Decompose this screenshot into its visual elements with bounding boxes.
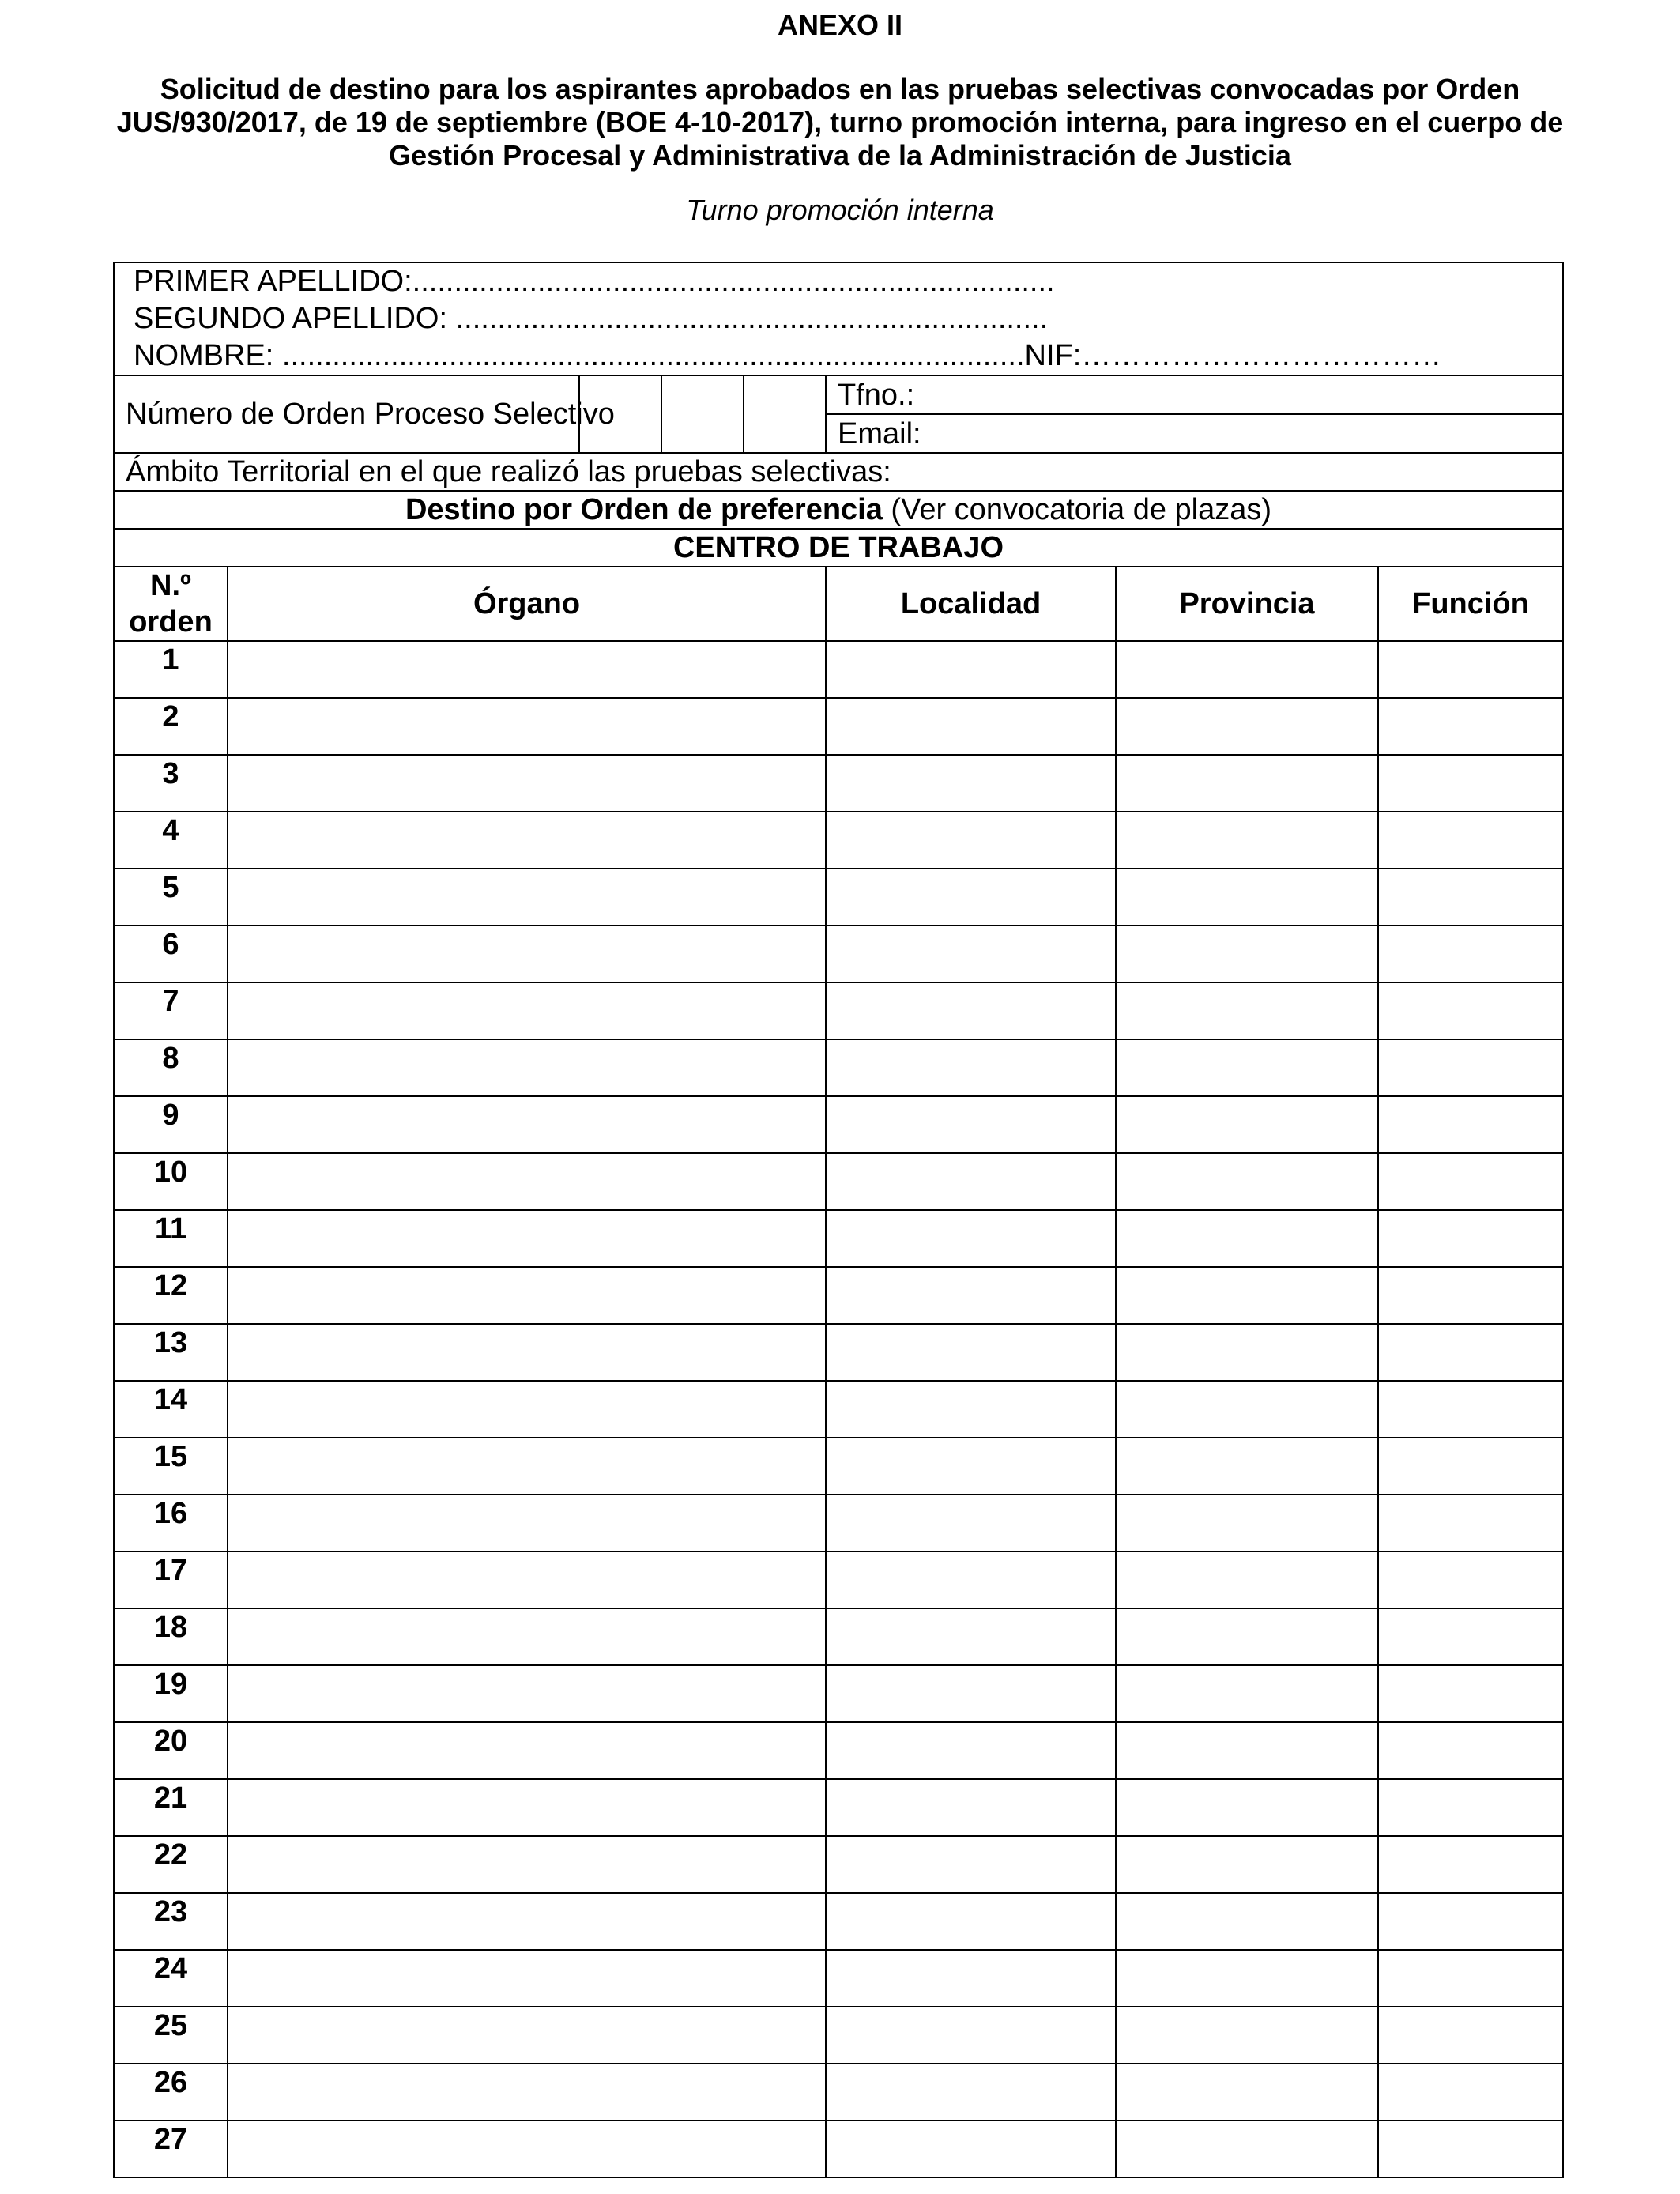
localidad-cell[interactable] (826, 2120, 1116, 2177)
localidad-cell[interactable] (826, 2064, 1116, 2120)
organo-cell[interactable] (228, 1893, 826, 1950)
row-number: 25 (114, 2007, 228, 2064)
organo-cell[interactable] (228, 1665, 826, 1722)
organo-cell[interactable] (228, 812, 826, 869)
column-header-num-orden: N.º orden (114, 567, 228, 641)
row-number: 10 (114, 1153, 228, 1210)
provincia-cell[interactable] (1116, 1324, 1378, 1381)
contact-section (826, 375, 1563, 453)
provincia-cell[interactable] (1116, 2064, 1378, 2120)
funcion-cell[interactable] (1378, 755, 1563, 812)
row-number: 26 (114, 2064, 228, 2120)
row-number: 14 (114, 1381, 228, 1438)
column-header-funcion: Función (1378, 567, 1563, 641)
localidad-cell[interactable] (826, 1836, 1116, 1893)
ambito-territorial-field[interactable]: Ámbito Territorial en el que realizó las pruebas selectivas: (114, 453, 1563, 491)
organo-cell[interactable] (228, 2120, 826, 2177)
row-number: 20 (114, 1722, 228, 1779)
funcion-cell[interactable] (1378, 1210, 1563, 1267)
column-header-provincia: Provincia (1116, 567, 1378, 641)
preference-rows (114, 641, 1563, 2177)
table-row (114, 1210, 1563, 1267)
table-row (114, 1267, 1563, 1324)
row-number: 27 (114, 2120, 228, 2177)
funcion-cell[interactable] (1378, 1438, 1563, 1495)
row-number: 13 (114, 1324, 228, 1381)
row-number: 24 (114, 1950, 228, 2007)
provincia-cell[interactable] (1116, 1381, 1378, 1438)
numero-orden-box-3[interactable] (744, 375, 826, 453)
table-row (114, 1096, 1563, 1153)
funcion-cell[interactable] (1378, 1039, 1563, 1096)
organo-cell[interactable] (228, 698, 826, 755)
provincia-cell[interactable] (1116, 1836, 1378, 1893)
organo-cell[interactable] (228, 1210, 826, 1267)
table-row (114, 1551, 1563, 1608)
table-row (114, 1893, 1563, 1950)
organo-cell[interactable] (228, 755, 826, 812)
personal-data-section (114, 262, 1563, 375)
table-row (114, 698, 1563, 755)
localidad-cell[interactable] (826, 812, 1116, 869)
row-number: 19 (114, 1665, 228, 1722)
funcion-cell[interactable] (1378, 925, 1563, 982)
tfno-field[interactable]: Tfno.: (838, 378, 915, 412)
organo-cell[interactable] (228, 869, 826, 925)
localidad-cell[interactable] (826, 1551, 1116, 1608)
row-number: 8 (114, 1039, 228, 1096)
table-row (114, 1153, 1563, 1210)
table-row (114, 1039, 1563, 1096)
localidad-cell[interactable] (826, 1495, 1116, 1551)
provincia-cell[interactable] (1116, 755, 1378, 812)
organo-cell[interactable] (228, 1039, 826, 1096)
funcion-cell[interactable] (1378, 869, 1563, 925)
row-number: 4 (114, 812, 228, 869)
table-row (114, 1836, 1563, 1893)
row-number: 3 (114, 755, 228, 812)
funcion-cell[interactable] (1378, 2064, 1563, 2120)
funcion-cell[interactable] (1378, 2007, 1563, 2064)
row-number: 15 (114, 1438, 228, 1495)
column-header-organo: Órgano (228, 567, 826, 641)
organo-cell[interactable] (228, 1381, 826, 1438)
table-row (114, 2064, 1563, 2120)
table-row (114, 1665, 1563, 1722)
provincia-cell[interactable] (1116, 1438, 1378, 1495)
organo-cell[interactable] (228, 925, 826, 982)
organo-cell[interactable] (228, 641, 826, 698)
localidad-cell[interactable] (826, 1665, 1116, 1722)
provincia-cell[interactable] (1116, 1665, 1378, 1722)
provincia-cell[interactable] (1116, 641, 1378, 698)
row-number: 2 (114, 698, 228, 755)
funcion-cell[interactable] (1378, 2120, 1563, 2177)
provincia-cell[interactable] (1116, 869, 1378, 925)
localidad-cell[interactable] (826, 1267, 1116, 1324)
destino-heading-bold: Destino por Orden de preferencia (405, 493, 883, 526)
provincia-cell[interactable] (1116, 925, 1378, 982)
funcion-cell[interactable] (1378, 1153, 1563, 1210)
funcion-cell[interactable] (1378, 1893, 1563, 1950)
row-number: 6 (114, 925, 228, 982)
provincia-cell[interactable] (1116, 1096, 1378, 1153)
row-number: 11 (114, 1210, 228, 1267)
table-row (114, 641, 1563, 698)
table-row (114, 1722, 1563, 1779)
provincia-cell[interactable] (1116, 1950, 1378, 2007)
provincia-cell[interactable] (1116, 1779, 1378, 1836)
organo-cell[interactable] (228, 1779, 826, 1836)
row-number: 17 (114, 1551, 228, 1608)
row-number: 22 (114, 1836, 228, 1893)
table-row (114, 2007, 1563, 2064)
nombre-nif-field[interactable]: NOMBRE: .........................................................................................NIF:……………………………… (134, 339, 1442, 372)
localidad-cell[interactable] (826, 1608, 1116, 1665)
provincia-cell[interactable] (1116, 1722, 1378, 1779)
table-row (114, 1438, 1563, 1495)
provincia-cell[interactable] (1116, 1608, 1378, 1665)
provincia-cell[interactable] (1116, 1893, 1378, 1950)
numero-orden-label: Número de Orden Proceso Selectivo (114, 375, 579, 453)
application-form (113, 262, 1564, 2178)
row-number: 23 (114, 1893, 228, 1950)
localidad-cell[interactable] (826, 1210, 1116, 1267)
organo-cell[interactable] (228, 1608, 826, 1665)
funcion-cell[interactable] (1378, 698, 1563, 755)
table-row (114, 1495, 1563, 1551)
funcion-cell[interactable] (1378, 1779, 1563, 1836)
table-row (114, 869, 1563, 925)
funcion-cell[interactable] (1378, 1381, 1563, 1438)
provincia-cell[interactable] (1116, 1039, 1378, 1096)
funcion-cell[interactable] (1378, 1608, 1563, 1665)
numero-orden-box-2[interactable] (661, 375, 744, 453)
destino-heading-note: (Ver convocatoria de plazas) (882, 493, 1272, 526)
table-row (114, 1950, 1563, 2007)
provincia-cell[interactable] (1116, 812, 1378, 869)
organo-cell[interactable] (228, 1324, 826, 1381)
localidad-cell[interactable] (826, 755, 1116, 812)
organo-cell[interactable] (228, 2007, 826, 2064)
localidad-cell[interactable] (826, 1096, 1116, 1153)
funcion-cell[interactable] (1378, 1722, 1563, 1779)
provincia-cell[interactable] (1116, 982, 1378, 1039)
localidad-cell[interactable] (826, 1381, 1116, 1438)
organo-cell[interactable] (228, 2064, 826, 2120)
provincia-cell[interactable] (1116, 1153, 1378, 1210)
provincia-cell[interactable] (1116, 698, 1378, 755)
localidad-cell[interactable] (826, 1950, 1116, 2007)
table-row (114, 755, 1563, 812)
funcion-cell[interactable] (1378, 1096, 1563, 1153)
localidad-cell[interactable] (826, 2007, 1116, 2064)
segundo-apellido-field[interactable]: SEGUNDO APELLIDO: ....................................................................... (134, 302, 1049, 335)
localidad-cell[interactable] (826, 698, 1116, 755)
table-row (114, 982, 1563, 1039)
provincia-cell[interactable] (1116, 2120, 1378, 2177)
primer-apellido-field[interactable]: PRIMER APELLIDO:............................................................................. (134, 265, 1055, 298)
organo-cell[interactable] (228, 1096, 826, 1153)
localidad-cell[interactable] (826, 1893, 1116, 1950)
funcion-cell[interactable] (1378, 1495, 1563, 1551)
funcion-cell[interactable] (1378, 1324, 1563, 1381)
organo-cell[interactable] (228, 1551, 826, 1608)
row-number: 9 (114, 1096, 228, 1153)
funcion-cell[interactable] (1378, 982, 1563, 1039)
organo-cell[interactable] (228, 1836, 826, 1893)
row-number: 7 (114, 982, 228, 1039)
funcion-cell[interactable] (1378, 1267, 1563, 1324)
table-row (114, 812, 1563, 869)
funcion-cell[interactable] (1378, 1551, 1563, 1608)
table-row (114, 925, 1563, 982)
organo-cell[interactable] (228, 982, 826, 1039)
funcion-cell[interactable] (1378, 1950, 1563, 2007)
organo-cell[interactable] (228, 1438, 826, 1495)
provincia-cell[interactable] (1116, 1495, 1378, 1551)
row-number: 1 (114, 641, 228, 698)
localidad-cell[interactable] (826, 869, 1116, 925)
request-title: Solicitud de destino para los aspirantes aprobados en las pruebas selectivas convocadas por Orden JUS/930/2017, de 19 de septiembre (BOE 4-10-2017), turno promoción interna, para ingreso en el cuerpo de Gestión Procesal y Administrativa de la Administración de Justicia (116, 73, 1564, 172)
turno-subtitle: Turno promoción interna (686, 194, 994, 226)
provincia-cell[interactable] (1116, 1551, 1378, 1608)
funcion-cell[interactable] (1378, 812, 1563, 869)
organo-cell[interactable] (228, 1722, 826, 1779)
row-number: 16 (114, 1495, 228, 1551)
row-number: 18 (114, 1608, 228, 1665)
annex-title: ANEXO II (777, 9, 903, 41)
localidad-cell[interactable] (826, 1324, 1116, 1381)
organo-cell[interactable] (228, 1950, 826, 2007)
table-row (114, 2120, 1563, 2177)
localidad-cell[interactable] (826, 982, 1116, 1039)
column-header-localidad: Localidad (826, 567, 1116, 641)
organo-cell[interactable] (228, 1495, 826, 1551)
table-row (114, 1324, 1563, 1381)
provincia-cell[interactable] (1116, 2007, 1378, 2064)
funcion-cell[interactable] (1378, 1836, 1563, 1893)
row-number: 5 (114, 869, 228, 925)
funcion-cell[interactable] (1378, 1665, 1563, 1722)
funcion-cell[interactable] (1378, 641, 1563, 698)
centro-trabajo-heading: CENTRO DE TRABAJO (114, 529, 1563, 567)
localidad-cell[interactable] (826, 641, 1116, 698)
email-field[interactable]: Email: (827, 414, 1562, 452)
destino-heading (114, 491, 1563, 529)
row-number: 12 (114, 1267, 228, 1324)
localidad-cell[interactable] (826, 1779, 1116, 1836)
localidad-cell[interactable] (826, 1438, 1116, 1495)
localidad-cell[interactable] (826, 1153, 1116, 1210)
organo-cell[interactable] (228, 1153, 826, 1210)
provincia-cell[interactable] (1116, 1210, 1378, 1267)
table-row (114, 1608, 1563, 1665)
table-row (114, 1381, 1563, 1438)
localidad-cell[interactable] (826, 1039, 1116, 1096)
provincia-cell[interactable] (1116, 1267, 1378, 1324)
localidad-cell[interactable] (826, 925, 1116, 982)
organo-cell[interactable] (228, 1267, 826, 1324)
localidad-cell[interactable] (826, 1722, 1116, 1779)
table-row (114, 1779, 1563, 1836)
row-number: 21 (114, 1779, 228, 1836)
